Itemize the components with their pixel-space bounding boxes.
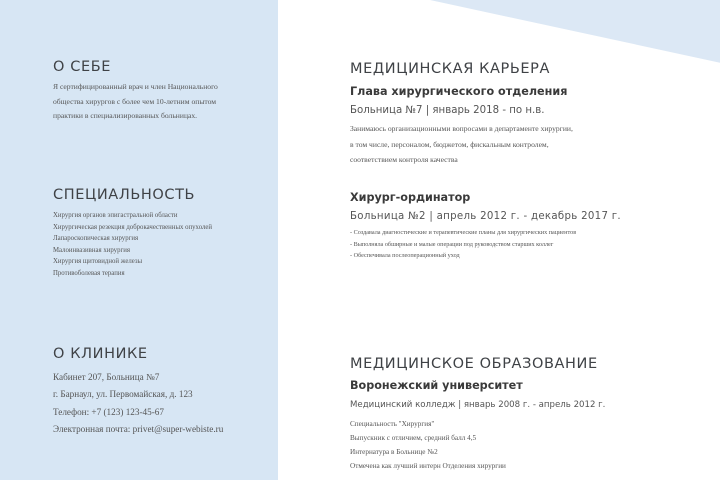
job-position: Глава хирургического отделения (350, 85, 568, 98)
clinic-email: Электронная почта: privet@super-webiste.ru (53, 424, 224, 435)
about-line: Я сертифицированный врач и член Национального (53, 82, 218, 91)
decorative-corner-triangle (430, 0, 720, 64)
specialty-item: Хирургическая резекция доброкачественных опухолей (53, 223, 213, 231)
clinic-info (53, 369, 223, 439)
specialty-item: Хирургия щитовидной железы (53, 258, 143, 266)
clinic-title: О КЛИНИКЕ (53, 346, 148, 362)
job-duty: - Обеспечивала послеоперационный уход (350, 252, 460, 260)
education-detail: Отмечена как лучший интерн Отделения хирургии (350, 462, 506, 470)
career-title: МЕДИЦИНСКАЯ КАРЬЕРА (350, 61, 551, 77)
specialty-item: Лапароскопическая хирургия (53, 235, 139, 243)
specialty-item: Малоинвазивная хирургия (53, 246, 131, 254)
job-description-line: Занимаюсь организационными вопросами в департаменте хирургии, (350, 124, 573, 133)
education-meta: Медицинский колледж | январь 2008 г. - апрель 2012 г. (350, 400, 606, 410)
clinic-city: г. Барнаул, ул. Первомайская, д. 123 (53, 389, 193, 400)
specialty-list (53, 210, 212, 280)
job-meta: Больница №7 | январь 2018 - по н.в. (350, 105, 545, 116)
about-line: практики в специализированных больницах. (53, 111, 198, 120)
job-duties (350, 227, 576, 262)
education-detail: Специальность "Хирургия" (350, 420, 435, 428)
about-line: общества хирургов с более чем 10-летним опытом (53, 96, 217, 106)
specialty-item: Противоболевая терапия (53, 269, 125, 277)
job-meta: Больница №2 | апрель 2012 г. - декабрь 2017 г. (350, 211, 621, 222)
education-detail: Интернатура в Больнице №2 (350, 448, 438, 456)
education-title: МЕДИЦИНСКОЕ ОБРАЗОВАНИЕ (350, 356, 598, 372)
job-description (350, 121, 573, 168)
clinic-phone: Телефон: +7 (123) 123-45-67 (53, 406, 164, 417)
specialty-item: Хирургия органов эпигастральной области (53, 212, 178, 219)
clinic-address: Кабинет 207, Больница №7 (53, 372, 160, 382)
job-duty: - Выполняла обширные и малые операции под руководством старших коллег (350, 240, 554, 248)
education-details (350, 417, 506, 473)
job-position: Хирург-ординатор (350, 191, 471, 204)
education-detail: Выпускник с отличием, средний балл 4,5 (350, 434, 477, 442)
job-duty: - Создавала диагностические и терапевтические планы для хирургических пациентов (350, 229, 577, 236)
specialty-title: СПЕЦИАЛЬНОСТЬ (53, 187, 196, 203)
job-description-line: в том числе, персоналом, бюджетом, фискальным контролем, (350, 139, 549, 149)
about-title: О СЕБЕ (53, 59, 112, 75)
job-description-line: соответствием контроля качества (350, 155, 458, 165)
about-text (53, 80, 218, 124)
education-institution: Воронежский университет (350, 379, 523, 392)
